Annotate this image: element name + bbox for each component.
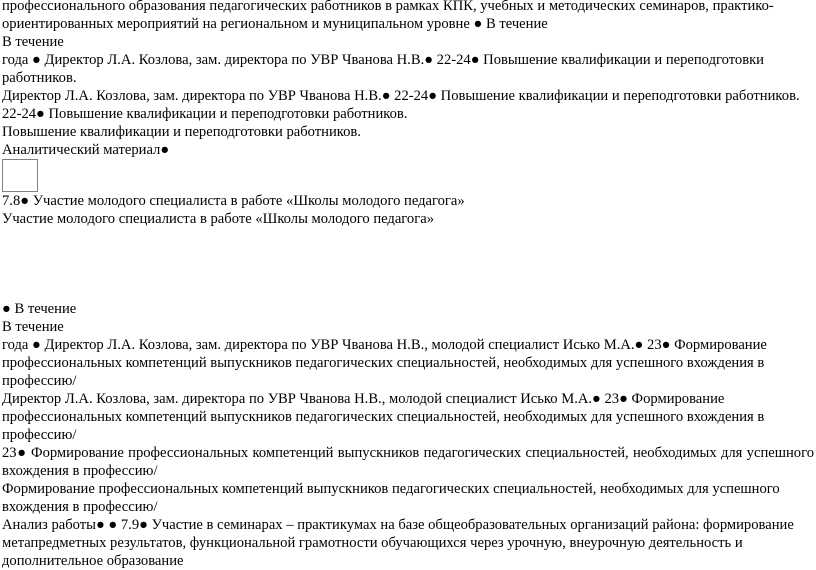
text-line: профессионального образования педагогических работников в рамках КПК, учебных и методических семинаров, практико- [2, 0, 774, 14]
text-line: метапредметных результатов, функциональной грамотности обучающихся через урочную, внеурочную деятельность и [2, 535, 743, 551]
document-body [2, 0, 814, 570]
text-line: профессию/ [2, 427, 77, 443]
text-line: Повышение квалификации и переподготовки работников. [2, 124, 361, 140]
text-line: 7.8● Участие молодого специалиста в работе «Школы молодого педагога» [2, 193, 465, 209]
text-line: профессию/ [2, 373, 77, 389]
text-line: дополнительное образование [2, 553, 184, 569]
text-line: вхождения в профессию/ [2, 499, 158, 515]
text-line: ориентированных мероприятий на региональном и муниципальном уровне ● В течение [2, 16, 548, 32]
text-line: года ● Директор Л.А. Козлова, зам. директора по УВР Чванова Н.В.● 22-24● Повышение квалификации и переподготовки [2, 52, 764, 68]
text-line: профессиональных компетенций выпускников педагогических специальностей, необходимых для успешного вхождения в [2, 409, 765, 425]
text-line: 22-24● Повышение квалификации и переподготовки работников. [2, 106, 408, 122]
text-line: Директор Л.А. Козлова, зам. директора по УВР Чванова Н.В., молодой специалист Исько М.А.● 23● Формирование [2, 391, 725, 407]
text-line: ● В течение [2, 301, 77, 317]
text-line: вхождения в профессию/ [2, 463, 158, 479]
text-line: В течение [2, 34, 64, 50]
text-line: года ● Директор Л.А. Козлова, зам. директора по УВР Чванова Н.В., молодой специалист Исько М.А.● 23● Формирование [2, 337, 767, 353]
text-line: Участие молодого специалиста в работе «Школы молодого педагога» [2, 211, 434, 227]
text-line: профессиональных компетенций выпускников педагогических специальностей, необходимых для успешного вхождения в [2, 355, 765, 371]
empty-image-placeholder [2, 159, 38, 192]
blank-space [2, 228, 814, 300]
text-line: Анализ работы● ● 7.9● Участие в семинарах – практикумах на базе общеобразовательных организаций района: формирование [2, 517, 794, 533]
text-line-justified: 23● Формирование профессиональных компетенций выпускников педагогических специальностей, необходимых для успешного [2, 445, 814, 461]
text-line: Аналитический материал● [2, 142, 170, 158]
text-line: Формирование профессиональных компетенций выпускников педагогических специальностей, необходимых для успешного [2, 481, 780, 497]
text-line: В течение [2, 319, 64, 335]
text-line: работников. [2, 70, 77, 86]
text-line: Директор Л.А. Козлова, зам. директора по УВР Чванова Н.В.● 22-24● Повышение квалификации и переподготовки работников. [2, 88, 800, 104]
